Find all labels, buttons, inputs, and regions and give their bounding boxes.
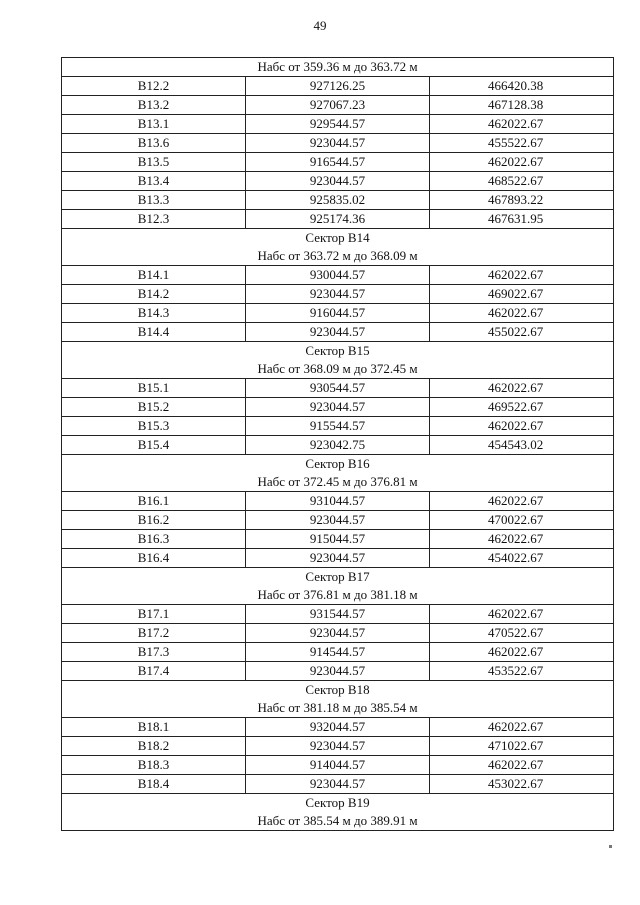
point-id-cell: B16.3 bbox=[62, 530, 246, 549]
x-coordinate-cell: 915044.57 bbox=[246, 530, 430, 549]
table-row bbox=[62, 436, 614, 455]
table-row bbox=[62, 511, 614, 530]
y-coordinate-cell: 470022.67 bbox=[430, 511, 614, 530]
table-row bbox=[62, 77, 614, 96]
coordinates-table bbox=[61, 57, 614, 831]
section-header-row bbox=[62, 794, 614, 831]
point-id-cell: B12.2 bbox=[62, 77, 246, 96]
y-coordinate-cell: 462022.67 bbox=[430, 643, 614, 662]
x-coordinate-cell: 923044.57 bbox=[246, 737, 430, 756]
y-coordinate-cell: 454543.02 bbox=[430, 436, 614, 455]
y-coordinate-cell: 454022.67 bbox=[430, 549, 614, 568]
elevation-range: Набс от 363.72 м до 368.09 м bbox=[257, 248, 418, 263]
x-coordinate-cell: 927126.25 bbox=[246, 77, 430, 96]
point-id-cell: B17.1 bbox=[62, 605, 246, 624]
y-coordinate-cell: 470522.67 bbox=[430, 624, 614, 643]
table-row bbox=[62, 210, 614, 229]
section-header-cell bbox=[62, 455, 614, 492]
sector-title: Сектор B14 bbox=[305, 230, 370, 245]
x-coordinate-cell: 923044.57 bbox=[246, 775, 430, 794]
coordinates-table-body bbox=[62, 58, 614, 831]
section-header-cell bbox=[62, 58, 614, 77]
elevation-range: Набс от 381.18 м до 385.54 м bbox=[257, 700, 418, 715]
section-header-row bbox=[62, 58, 614, 77]
elevation-range: Набс от 372.45 м до 376.81 м bbox=[257, 474, 418, 489]
y-coordinate-cell: 462022.67 bbox=[430, 304, 614, 323]
section-header-row bbox=[62, 229, 614, 266]
table-row bbox=[62, 756, 614, 775]
point-id-cell: B15.2 bbox=[62, 398, 246, 417]
y-coordinate-cell: 462022.67 bbox=[430, 530, 614, 549]
y-coordinate-cell: 468522.67 bbox=[430, 172, 614, 191]
x-coordinate-cell: 923044.57 bbox=[246, 285, 430, 304]
x-coordinate-cell: 923042.75 bbox=[246, 436, 430, 455]
point-id-cell: B15.1 bbox=[62, 379, 246, 398]
table-row bbox=[62, 266, 614, 285]
x-coordinate-cell: 923044.57 bbox=[246, 511, 430, 530]
table-row bbox=[62, 398, 614, 417]
x-coordinate-cell: 932044.57 bbox=[246, 718, 430, 737]
y-coordinate-cell: 466420.38 bbox=[430, 77, 614, 96]
sector-title: Сектор B17 bbox=[305, 569, 370, 584]
y-coordinate-cell: 467631.95 bbox=[430, 210, 614, 229]
sector-title: Сектор B18 bbox=[305, 682, 370, 697]
table-row bbox=[62, 775, 614, 794]
point-id-cell: B17.4 bbox=[62, 662, 246, 681]
y-coordinate-cell: 462022.67 bbox=[430, 417, 614, 436]
x-coordinate-cell: 923044.57 bbox=[246, 172, 430, 191]
y-coordinate-cell: 469022.67 bbox=[430, 285, 614, 304]
section-header-cell bbox=[62, 568, 614, 605]
table-row bbox=[62, 323, 614, 342]
y-coordinate-cell: 455522.67 bbox=[430, 134, 614, 153]
y-coordinate-cell: 462022.67 bbox=[430, 379, 614, 398]
table-row bbox=[62, 643, 614, 662]
x-coordinate-cell: 927067.23 bbox=[246, 96, 430, 115]
x-coordinate-cell: 916044.57 bbox=[246, 304, 430, 323]
table-row bbox=[62, 285, 614, 304]
y-coordinate-cell: 462022.67 bbox=[430, 756, 614, 775]
point-id-cell: B17.3 bbox=[62, 643, 246, 662]
point-id-cell: B13.5 bbox=[62, 153, 246, 172]
point-id-cell: B13.6 bbox=[62, 134, 246, 153]
table-row bbox=[62, 605, 614, 624]
x-coordinate-cell: 930044.57 bbox=[246, 266, 430, 285]
section-header-row bbox=[62, 455, 614, 492]
x-coordinate-cell: 931044.57 bbox=[246, 492, 430, 511]
section-header-row bbox=[62, 342, 614, 379]
x-coordinate-cell: 925174.36 bbox=[246, 210, 430, 229]
x-coordinate-cell: 923044.57 bbox=[246, 662, 430, 681]
point-id-cell: B16.2 bbox=[62, 511, 246, 530]
x-coordinate-cell: 925835.02 bbox=[246, 191, 430, 210]
sector-title: Сектор B15 bbox=[305, 343, 370, 358]
elevation-range: Набс от 359.36 м до 363.72 м bbox=[257, 59, 418, 74]
y-coordinate-cell: 469522.67 bbox=[430, 398, 614, 417]
section-header-cell bbox=[62, 681, 614, 718]
y-coordinate-cell: 453522.67 bbox=[430, 662, 614, 681]
x-coordinate-cell: 915544.57 bbox=[246, 417, 430, 436]
point-id-cell: B14.2 bbox=[62, 285, 246, 304]
section-header-cell bbox=[62, 794, 614, 831]
table-row bbox=[62, 134, 614, 153]
section-header-cell bbox=[62, 342, 614, 379]
x-coordinate-cell: 923044.57 bbox=[246, 624, 430, 643]
y-coordinate-cell: 462022.67 bbox=[430, 266, 614, 285]
point-id-cell: B17.2 bbox=[62, 624, 246, 643]
point-id-cell: B13.4 bbox=[62, 172, 246, 191]
x-coordinate-cell: 914044.57 bbox=[246, 756, 430, 775]
table-row bbox=[62, 172, 614, 191]
point-id-cell: B18.4 bbox=[62, 775, 246, 794]
point-id-cell: B13.3 bbox=[62, 191, 246, 210]
y-coordinate-cell: 471022.67 bbox=[430, 737, 614, 756]
y-coordinate-cell: 467128.38 bbox=[430, 96, 614, 115]
sector-title: Сектор B16 bbox=[305, 456, 370, 471]
point-id-cell: B14.1 bbox=[62, 266, 246, 285]
point-id-cell: B16.4 bbox=[62, 549, 246, 568]
table-row bbox=[62, 530, 614, 549]
table-row bbox=[62, 115, 614, 134]
x-coordinate-cell: 930544.57 bbox=[246, 379, 430, 398]
page-number: 49 bbox=[313, 18, 327, 33]
y-coordinate-cell: 455022.67 bbox=[430, 323, 614, 342]
x-coordinate-cell: 923044.57 bbox=[246, 134, 430, 153]
sector-title: Сектор B19 bbox=[305, 795, 370, 810]
point-id-cell: B13.2 bbox=[62, 96, 246, 115]
y-coordinate-cell: 462022.67 bbox=[430, 718, 614, 737]
table-row bbox=[62, 304, 614, 323]
table-row bbox=[62, 492, 614, 511]
elevation-range: Набс от 376.81 м до 381.18 м bbox=[257, 587, 418, 602]
elevation-range: Набс от 385.54 м до 389.91 м bbox=[257, 813, 418, 828]
y-coordinate-cell: 467893.22 bbox=[430, 191, 614, 210]
table-row bbox=[62, 379, 614, 398]
x-coordinate-cell: 923044.57 bbox=[246, 549, 430, 568]
point-id-cell: B12.3 bbox=[62, 210, 246, 229]
point-id-cell: B13.1 bbox=[62, 115, 246, 134]
point-id-cell: B15.3 bbox=[62, 417, 246, 436]
y-coordinate-cell: 462022.67 bbox=[430, 153, 614, 172]
x-coordinate-cell: 929544.57 bbox=[246, 115, 430, 134]
table-row bbox=[62, 662, 614, 681]
x-coordinate-cell: 923044.57 bbox=[246, 323, 430, 342]
table-row bbox=[62, 549, 614, 568]
section-header-row bbox=[62, 681, 614, 718]
section-header-row bbox=[62, 568, 614, 605]
point-id-cell: B18.2 bbox=[62, 737, 246, 756]
table-row bbox=[62, 737, 614, 756]
table-row bbox=[62, 417, 614, 436]
x-coordinate-cell: 931544.57 bbox=[246, 605, 430, 624]
y-coordinate-cell: 462022.67 bbox=[430, 492, 614, 511]
x-coordinate-cell: 914544.57 bbox=[246, 643, 430, 662]
x-coordinate-cell: 916544.57 bbox=[246, 153, 430, 172]
table-row bbox=[62, 624, 614, 643]
y-coordinate-cell: 462022.67 bbox=[430, 605, 614, 624]
point-id-cell: B14.4 bbox=[62, 323, 246, 342]
table-row bbox=[62, 153, 614, 172]
scan-speck bbox=[609, 845, 612, 848]
point-id-cell: B16.1 bbox=[62, 492, 246, 511]
point-id-cell: B18.1 bbox=[62, 718, 246, 737]
table-row bbox=[62, 718, 614, 737]
y-coordinate-cell: 462022.67 bbox=[430, 115, 614, 134]
elevation-range: Набс от 368.09 м до 372.45 м bbox=[257, 361, 418, 376]
x-coordinate-cell: 923044.57 bbox=[246, 398, 430, 417]
point-id-cell: B18.3 bbox=[62, 756, 246, 775]
point-id-cell: B15.4 bbox=[62, 436, 246, 455]
table-row bbox=[62, 191, 614, 210]
table-row bbox=[62, 96, 614, 115]
point-id-cell: B14.3 bbox=[62, 304, 246, 323]
y-coordinate-cell: 453022.67 bbox=[430, 775, 614, 794]
section-header-cell bbox=[62, 229, 614, 266]
